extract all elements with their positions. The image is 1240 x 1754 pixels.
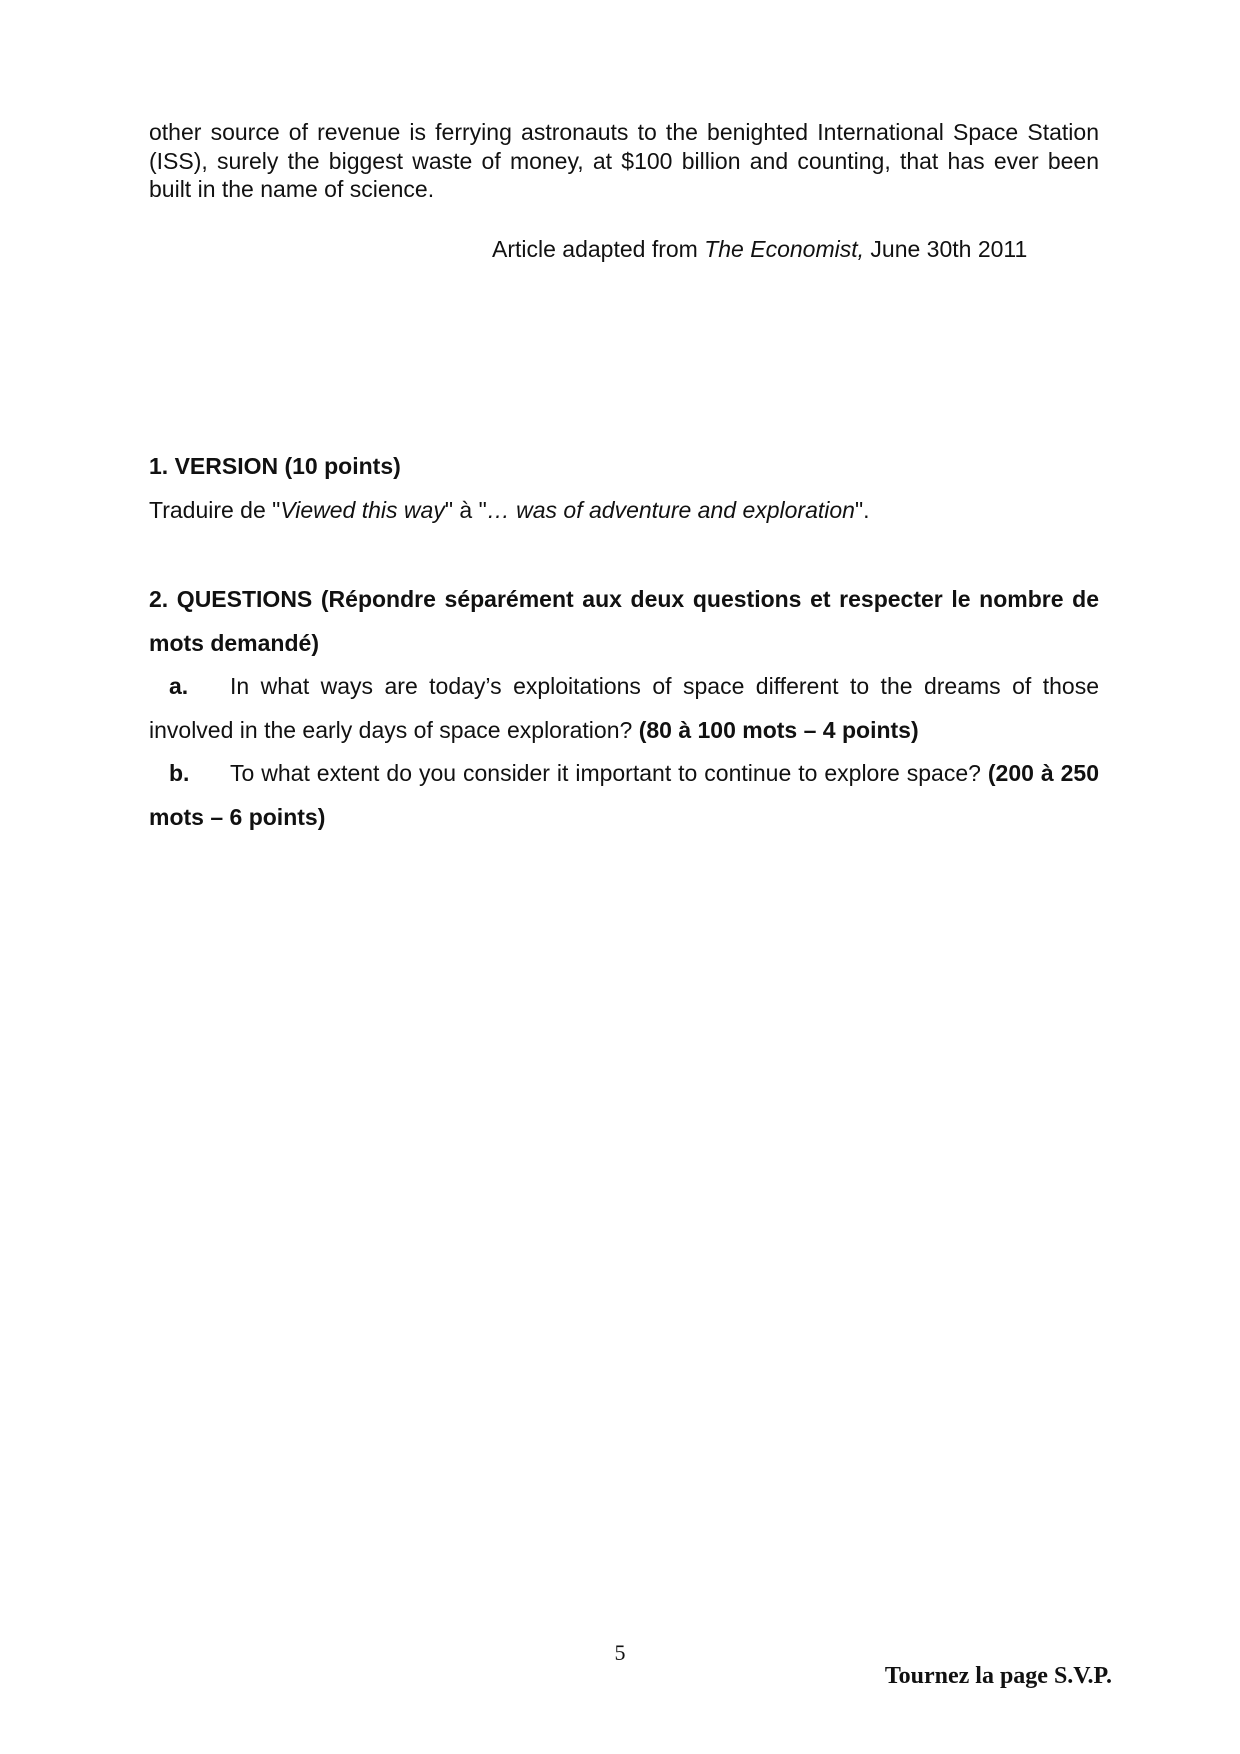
version-from-phrase: Viewed this way (280, 497, 445, 523)
source-prefix: Article adapted from (492, 236, 705, 262)
question-letter: b. (169, 760, 190, 786)
question-b (149, 752, 1099, 839)
question-a (149, 665, 1099, 752)
version-instruction-prefix: Traduire de " (149, 497, 281, 523)
question-text: To what extent do you consider it important to continue to explore space? (230, 760, 988, 786)
questions-section (149, 578, 1099, 839)
question-text: In what ways are today’s exploitations of space different to the dreams of those involved in the early days of space exploration? (149, 673, 1099, 743)
question-word-requirement: (80 à 100 mots – 4 points) (638, 716, 919, 743)
source-date: June 30th 2011 (864, 236, 1028, 262)
turn-page-note: Tournez la page S.V.P. (884, 1663, 1112, 1689)
version-middle: " à " (444, 497, 487, 523)
page-number: 5 (614, 1640, 626, 1665)
version-to-phrase: … was of adventure and exploration (486, 497, 855, 523)
version-instruction (149, 496, 1099, 524)
article-source (492, 235, 1027, 263)
question-word-requirement: (200 à 250 mots – 6 points) (149, 760, 1100, 830)
passage-text: other source of revenue is ferrying astronauts to the benighted International Space Station (ISS), surely the biggest waste of money, at $100 billion and counting, that has ever been built in the name of science. (149, 119, 1099, 202)
version-heading: 1. VERSION (10 points) (149, 453, 401, 479)
article-passage (149, 118, 1099, 204)
questions-heading: 2. QUESTIONS (Répondre séparément aux deux questions et respecter le nombre de mots demandé) (149, 586, 1099, 656)
version-suffix: ". (854, 497, 870, 523)
source-publication: The Economist, (704, 236, 865, 262)
question-letter: a. (169, 673, 189, 699)
